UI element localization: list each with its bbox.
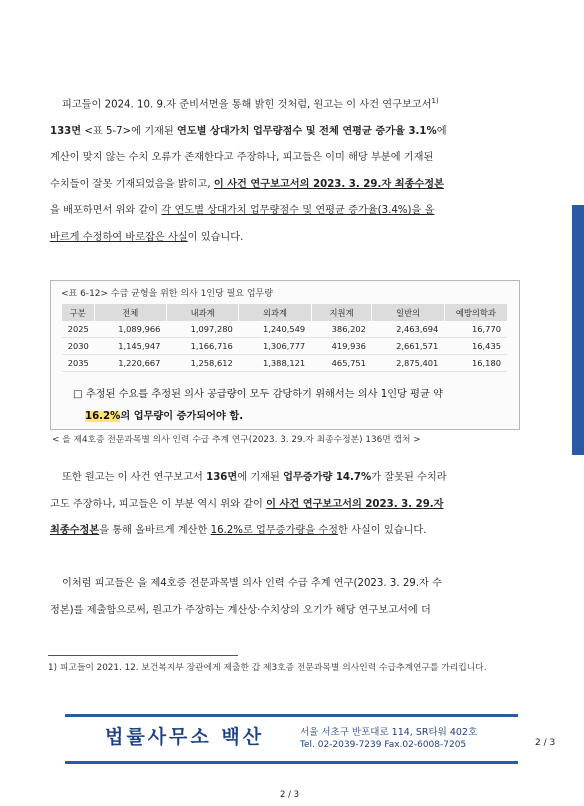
table-title: <표 6-12> 수급 균형을 위한 의사 1인당 필요 업무량 <box>61 289 273 299</box>
table-header-cell: 지원계 <box>311 304 372 321</box>
table-cell: 2030 <box>62 338 95 355</box>
side-accent-bar <box>572 205 584 455</box>
table-cell: 1,166,716 <box>166 338 238 355</box>
table-cell: 2025 <box>62 321 95 338</box>
table-cell: 1,220,667 <box>94 355 166 372</box>
table-cell: 1,306,777 <box>239 338 311 355</box>
p1-line-6: 바르게 수정하여 바로잡은 사실이 있습니다. <box>50 231 244 243</box>
p1-line-4: 수치들이 잘못 기재되었음을 밝히고, 이 사건 연구보고서의 2023. 3. 29.자 최종수정본 <box>50 178 444 190</box>
table-cell: 1,097,280 <box>166 321 238 338</box>
footer-top-band <box>65 714 518 717</box>
footnote: 1) 피고들이 2021. 12. 보건복지부 장관에게 제출한 갑 제3호증 전문과목별 의사인력 수급추계연구를 가리킵니다. <box>48 663 487 673</box>
p1-line-2: 133면 <표 5-7>에 기재된 연도별 상대가치 업무량점수 및 전체 연평균 증가율 3.1%에 <box>50 125 447 137</box>
table-row <box>62 338 508 355</box>
page-number-center: 2 / 3 <box>280 790 300 800</box>
table-row <box>62 321 508 338</box>
table-cell: 2,875,401 <box>372 355 444 372</box>
table-cell: 419,936 <box>311 338 372 355</box>
table-cell: 2,661,571 <box>372 338 444 355</box>
table-cell: 16,435 <box>444 338 507 355</box>
footnote-ref: 1) <box>431 97 439 105</box>
table-cell: 1,089,966 <box>94 321 166 338</box>
table-header-cell: 예방의학과 <box>444 304 507 321</box>
note-line-1: □ 추정된 수요를 추정된 의사 공급량이 모두 감당하기 위해서는 의사 1인당 평균 약 <box>73 389 443 400</box>
p1-line-1: 피고들이 2024. 10. 9.자 준비서면을 통해 밝힌 것처럼, 원고는 이 사건 연구보고서$^{1)}$ <box>62 97 439 111</box>
note-line-2: 16.2%의 업무량이 증가되어야 함. <box>85 411 244 422</box>
table-row <box>62 355 508 372</box>
workload-table <box>61 304 507 372</box>
table-header-cell: 내과계 <box>166 304 238 321</box>
paragraph-3 <box>50 571 520 624</box>
table-cell: 1,388,121 <box>239 355 311 372</box>
p3-line-1: 이처럼 피고들은 을 제4호증 전문과목별 의사 인력 수급 추계 연구(2023. 3. 29.자 수 <box>62 578 442 589</box>
table-cell: 386,202 <box>311 321 372 338</box>
table-cell: 1,240,549 <box>239 321 311 338</box>
table-cell: 465,751 <box>311 355 372 372</box>
table-cell: 1,145,947 <box>94 338 166 355</box>
table-cell: 16,770 <box>444 321 507 338</box>
p1-line-5: 을 배포하면서 위와 같이 각 연도별 상대가치 업무량점수 및 연평균 증가율(3.4%)을 올 <box>50 205 435 217</box>
footer-bottom-band <box>65 761 518 764</box>
paragraph-2 <box>50 465 520 545</box>
firm-address: 서울 서초구 반포대로 114, SR타워 402호 <box>300 727 478 738</box>
p3-line-2: 정본)를 제출함으로써, 원고가 주장하는 계산상·수치상의 오기가 해당 연구보고서에 더 <box>50 604 431 616</box>
paragraph-1 <box>50 88 520 251</box>
table-header-cell: 일반의 <box>372 304 444 321</box>
firm-phone: Tel. 02-2039-7239 Fax.02-6008-7205 <box>300 740 467 750</box>
p2-line-2: 고도 주장하나, 피고들은 이 부분 역시 위와 같이 이 사건 연구보고서의 2023. 3. 29.자 <box>50 498 444 510</box>
p1-line-3: 계산이 맞지 않는 수치 오류가 존재한다고 주장하나, 피고들은 이미 해당 부분에 기재된 <box>50 152 434 164</box>
table-capture-image <box>50 280 520 430</box>
figure-caption: < 을 제4호증 전문과목별 의사 인력 수급 추계 연구(2023. 3. 29.자 최종수정본) 136면 캡처 > <box>52 435 421 445</box>
table-header-cell: 외과계 <box>239 304 311 321</box>
table-header-cell: 구분 <box>62 304 95 321</box>
table-header-cell: 전체 <box>94 304 166 321</box>
firm-name: 법률사무소 백산 <box>105 726 265 748</box>
note-highlight: 16.2% <box>85 411 121 422</box>
table-cell: 2,463,694 <box>372 321 444 338</box>
table-cell: 1,258,612 <box>166 355 238 372</box>
table-cell: 2035 <box>62 355 95 372</box>
table-note <box>73 384 513 428</box>
page-number-right: 2 / 3 <box>535 738 556 748</box>
p2-line-3: 최종수정본을 통해 올바르게 계산한 16.2%로 업무증가량을 수정한 사실이 있습니다. <box>50 525 427 536</box>
p2-line-1: 또한 원고는 이 사건 연구보고서 136면에 기재된 업무증가량 14.7%가 잘못된 수치라 <box>62 472 447 483</box>
table-cell: 16,180 <box>444 355 507 372</box>
footnote-divider <box>48 655 238 656</box>
